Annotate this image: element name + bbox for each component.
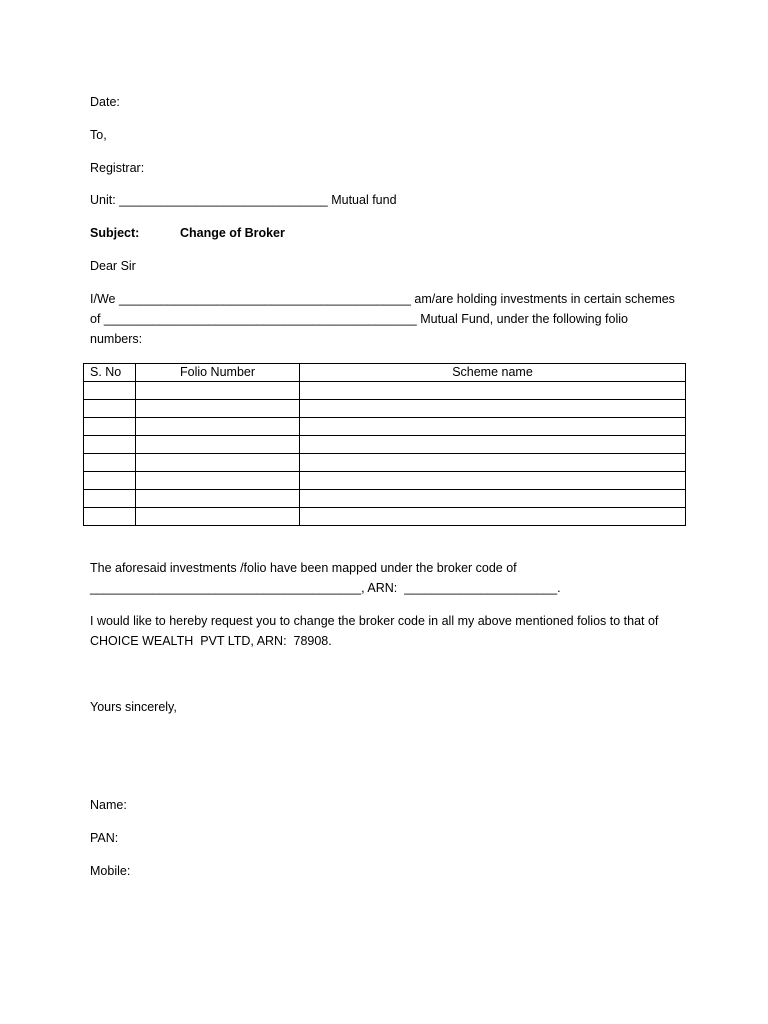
pan-label: PAN: (90, 831, 119, 845)
to-label: To, (90, 128, 107, 142)
table-cell-sno (84, 454, 136, 472)
intro-line-1: I/We __________________________________________ am/are holding investments in certain schemes (90, 292, 675, 306)
folio-table-header-row (84, 364, 686, 382)
table-row (84, 472, 686, 490)
name-label: Name: (90, 798, 127, 812)
table-cell-folio-number (136, 472, 300, 490)
header-folio-number: Folio Number (136, 364, 300, 382)
table-cell-sno (84, 472, 136, 490)
table-cell-folio-number (136, 382, 300, 400)
table-row (84, 508, 686, 526)
table-cell-folio-number (136, 454, 300, 472)
header-scheme-name: Scheme name (300, 364, 686, 382)
header-sno: S. No (84, 364, 136, 382)
table-cell-scheme-name (300, 400, 686, 418)
date-label: Date: (90, 95, 120, 109)
intro-line-2: of _____________________________________________ Mutual Fund, under the following folio (90, 312, 628, 326)
table-cell-scheme-name (300, 490, 686, 508)
table-cell-scheme-name (300, 418, 686, 436)
registrar-label: Registrar: (90, 161, 145, 175)
table-row (84, 454, 686, 472)
table-cell-scheme-name (300, 472, 686, 490)
mapped-line-2: _______________________________________, ARN: ______________________. (90, 581, 561, 595)
table-cell-sno (84, 418, 136, 436)
intro-line-3: numbers: (90, 332, 143, 346)
table-cell-sno (84, 508, 136, 526)
table-cell-scheme-name (300, 454, 686, 472)
table-cell-folio-number (136, 490, 300, 508)
table-cell-sno (84, 382, 136, 400)
mobile-label: Mobile: (90, 864, 131, 878)
request-line-1: I would like to hereby request you to change the broker code in all my above mentioned folios to that of (90, 614, 659, 628)
unit-line: Unit: ______________________________ Mutual fund (90, 193, 397, 207)
table-cell-scheme-name (300, 382, 686, 400)
subject-value: Change of Broker (180, 226, 285, 240)
table-cell-sno (84, 490, 136, 508)
table-row (84, 400, 686, 418)
table-cell-scheme-name (300, 508, 686, 526)
closing: Yours sincerely, (90, 700, 177, 714)
table-cell-sno (84, 436, 136, 454)
table-cell-folio-number (136, 436, 300, 454)
table-row (84, 382, 686, 400)
table-row (84, 418, 686, 436)
subject-label: Subject: (90, 226, 140, 240)
table-cell-folio-number (136, 508, 300, 526)
table-row (84, 436, 686, 454)
request-line-2: CHOICE WEALTH PVT LTD, ARN: 78908. (90, 634, 332, 648)
table-row (84, 490, 686, 508)
salutation: Dear Sir (90, 259, 136, 273)
folio-table (83, 363, 686, 526)
table-cell-folio-number (136, 400, 300, 418)
table-cell-scheme-name (300, 436, 686, 454)
table-cell-sno (84, 400, 136, 418)
mapped-line-1: The aforesaid investments /folio have been mapped under the broker code of (90, 561, 517, 575)
table-cell-folio-number (136, 418, 300, 436)
